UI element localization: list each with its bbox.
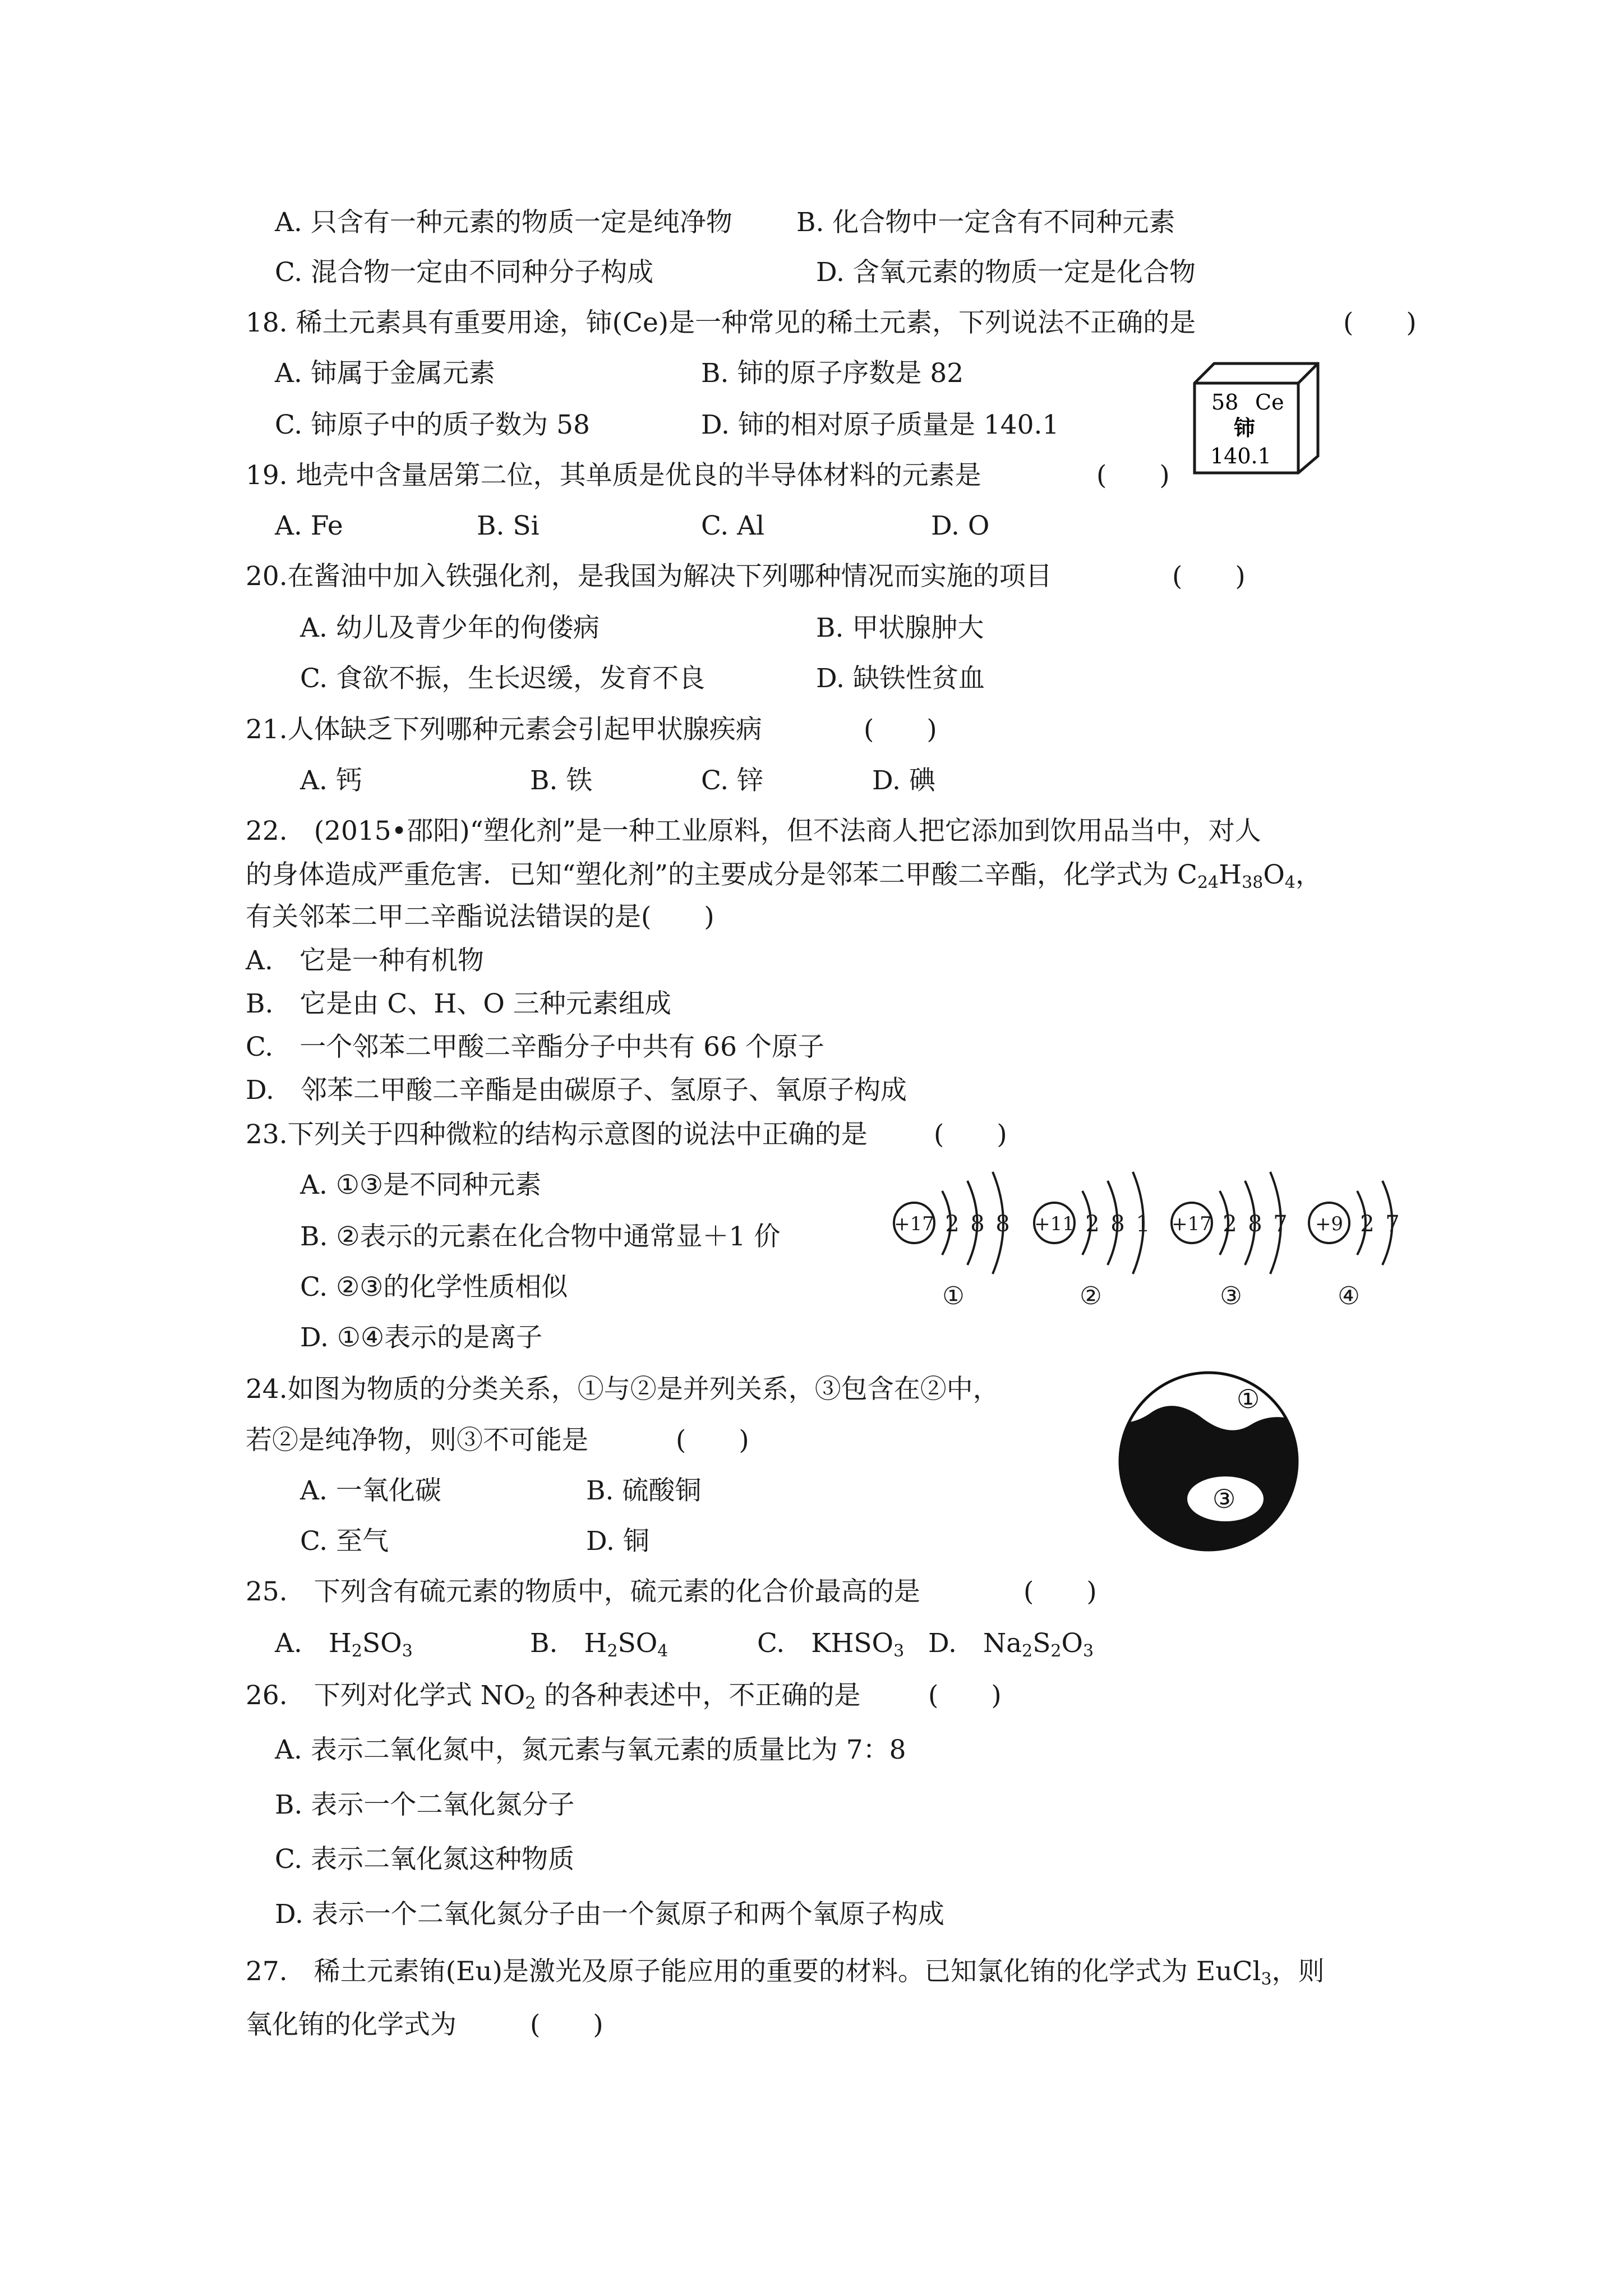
- q21-option-c: C. 锌: [701, 765, 764, 796]
- q27-bracket: ( ): [530, 2009, 603, 2040]
- q23-stem: 23.下列关于四种微粒的结构示意图的说法中正确的是: [246, 1119, 868, 1150]
- q26-stem: 26. 下列对化学式 $NO_2$ 的各种表述中，不正确的是: [246, 1680, 861, 1713]
- svg-text:7: 7: [1273, 1211, 1288, 1237]
- q21-option-d: D. 碘: [872, 765, 935, 796]
- structure-diagram-3: [1172, 1172, 1288, 1310]
- q23-option-c: C. ②③的化学性质相似: [300, 1272, 568, 1303]
- svg-text:④: ④: [1338, 1282, 1360, 1310]
- q23-option-a: A. ①③是不同种元素: [300, 1170, 542, 1200]
- region-label-1: ①: [1237, 1384, 1260, 1414]
- svg-text:8: 8: [1110, 1211, 1125, 1237]
- q18-option-c: C. 铈原子中的质子数为 58: [275, 409, 590, 440]
- svg-text:2: 2: [1085, 1211, 1100, 1237]
- q19-option-c: C. Al: [701, 510, 765, 541]
- region-label-3: ③: [1212, 1484, 1236, 1514]
- structure-diagram-2: [1034, 1172, 1150, 1310]
- q24-option-b: B. 硫酸铜: [586, 1475, 702, 1506]
- q20-option-b: B. 甲状腺肿大: [816, 613, 984, 643]
- q21-option-b: B. 铁: [530, 765, 593, 796]
- svg-text:8: 8: [1248, 1211, 1262, 1237]
- q18-option-d: D. 铈的相对原子质量是 140.1: [701, 409, 1059, 440]
- q21-bracket: ( ): [864, 714, 937, 745]
- q24-option-a: A. 一氧化碳: [300, 1475, 441, 1506]
- q19-option-a: A. Fe: [275, 510, 343, 541]
- q17-option-b: B. 化合物中一定含有不同种元素: [796, 207, 1175, 238]
- q20-option-a: A. 幼儿及青少年的佝偻病: [300, 613, 600, 643]
- q24-stem-line1: 24.如图为物质的分类关系，①与②是并列关系，③包含在②中，: [246, 1374, 999, 1405]
- card-number: 58: [1211, 390, 1239, 415]
- svg-text:8: 8: [970, 1211, 985, 1237]
- card-name: 铈: [1234, 416, 1256, 440]
- q26-option-b: B. 表示一个二氧化氮分子: [275, 1789, 575, 1820]
- svg-text:8: 8: [995, 1211, 1010, 1237]
- q25-stem: 25. 下列含有硫元素的物质中，硫元素的化合价最高的是: [246, 1576, 920, 1607]
- q19-option-d: D. O: [931, 510, 990, 541]
- svg-text:2: 2: [1360, 1211, 1375, 1237]
- svg-text:7: 7: [1385, 1211, 1400, 1237]
- q25-option-b: B. $H_2SO_4$: [530, 1628, 668, 1661]
- q20-bracket: ( ): [1172, 561, 1246, 592]
- q26-bracket: ( ): [928, 1680, 1002, 1711]
- q26-option-d: D. 表示一个二氧化氮分子由一个氮原子和两个氧原子构成: [275, 1899, 944, 1930]
- q22-option-a: A. 它是一种有机物: [246, 945, 484, 976]
- q22-stem-line2: 的身体造成严重危害．已知“塑化剂”的主要成分是邻苯二甲酸二辛酯，化学式为 $C_{24}H_{38}O_4$，: [246, 859, 1322, 892]
- q21-stem: 21.人体缺乏下列哪种元素会引起甲状腺疾病: [246, 714, 762, 745]
- atomic-structure-diagrams: [886, 1164, 1458, 1321]
- q20-option-d: D. 缺铁性贫血: [816, 663, 985, 694]
- q26-option-a: A. 表示二氧化氮中，氮元素与氧元素的质量比为 7：8: [275, 1734, 906, 1765]
- q24-bracket: ( ): [676, 1425, 749, 1456]
- q17-option-a: A. 只含有一种元素的物质一定是纯净物: [275, 207, 732, 238]
- svg-text:①: ①: [942, 1282, 965, 1310]
- q22-option-d: D. 邻苯二甲酸二辛酯是由碳原子、氢原子、氧原子构成: [246, 1075, 907, 1106]
- structure-diagram-4: [1309, 1181, 1400, 1310]
- q24-stem-line2: 若②是纯净物，则③不可能是: [246, 1425, 588, 1456]
- q27-stem-line2: 氧化铕的化学式为: [246, 2009, 457, 2040]
- q18-stem: 18. 稀土元素具有重要用途，铈(Ce)是一种常见的稀土元素，下列说法不正确的是: [246, 307, 1196, 338]
- card-mass: 140.1: [1210, 444, 1271, 468]
- structure-diagram-1: [894, 1172, 1010, 1310]
- q22-option-b: B. 它是由 C、H、O 三种元素组成: [246, 988, 671, 1019]
- q25-option-c: C. $KHSO_3$: [757, 1628, 905, 1661]
- svg-text:②: ②: [1080, 1282, 1102, 1310]
- q21-option-a: A. 钙: [300, 765, 362, 796]
- q22-stem-line1: 22. (2015•邵阳)“塑化剂”是一种工业原料，但不法商人把它添加到饮用品当中，对人: [246, 816, 1261, 846]
- q25-bracket: ( ): [1023, 1576, 1097, 1607]
- q25-option-a: A. $H_2SO_3$: [275, 1628, 413, 1661]
- q17-option-d: D. 含氧元素的物质一定是化合物: [816, 257, 1196, 288]
- q18-bracket: ( ): [1343, 307, 1417, 338]
- q24-option-d: D. 铜: [586, 1526, 649, 1557]
- q20-option-c: C. 食欲不振，生长迟缓，发育不良: [300, 663, 706, 694]
- q23-option-b: B. ②表示的元素在化合物中通常显＋1 价: [300, 1221, 781, 1252]
- q19-option-b: B. Si: [477, 510, 540, 541]
- svg-text:③: ③: [1220, 1282, 1242, 1310]
- svg-text:2: 2: [945, 1211, 960, 1237]
- q20-stem: 20.在酱油中加入铁强化剂，是我国为解决下列哪种情况而实施的项目: [246, 561, 1052, 592]
- q22-stem-line3: 有关邻苯二甲二辛酯说法错误的是( ): [246, 901, 714, 932]
- q26-option-c: C. 表示二氧化氮这种物质: [275, 1844, 575, 1875]
- q23-option-d: D. ①④表示的是离子: [300, 1322, 543, 1353]
- q24-option-c: C. 至气: [300, 1526, 389, 1557]
- card-symbol: Ce: [1255, 390, 1284, 415]
- q17-option-c: C. 混合物一定由不同种分子构成: [275, 257, 654, 288]
- q22-option-c: C. 一个邻苯二甲酸二辛酯分子中共有 66 个原子: [246, 1032, 824, 1062]
- svg-text:+17: +17: [1172, 1213, 1212, 1235]
- svg-text:+17: +17: [894, 1213, 934, 1235]
- classification-circle-diagram: [1116, 1369, 1301, 1554]
- q27-stem-line1: 27. 稀土元素铕(Eu)是激光及原子能应用的重要的材料。已知氯化铕的化学式为 EuCl$_3$，则: [246, 1956, 1325, 1989]
- cerium-element-card: [1189, 352, 1329, 481]
- svg-text:2: 2: [1223, 1211, 1237, 1237]
- q19-stem: 19. 地壳中含量居第二位，其单质是优良的半导体材料的元素是: [246, 460, 981, 491]
- svg-text:+9: +9: [1315, 1213, 1344, 1235]
- q19-bracket: ( ): [1096, 460, 1170, 491]
- q23-bracket: ( ): [934, 1119, 1007, 1150]
- q25-option-d: D. $Na_2S_2O_3$: [928, 1628, 1094, 1661]
- svg-text:+11: +11: [1034, 1213, 1075, 1235]
- svg-text:1: 1: [1136, 1211, 1150, 1237]
- q18-option-a: A. 铈属于金属元素: [275, 358, 495, 389]
- q18-option-b: B. 铈的原子序数是 82: [701, 358, 964, 389]
